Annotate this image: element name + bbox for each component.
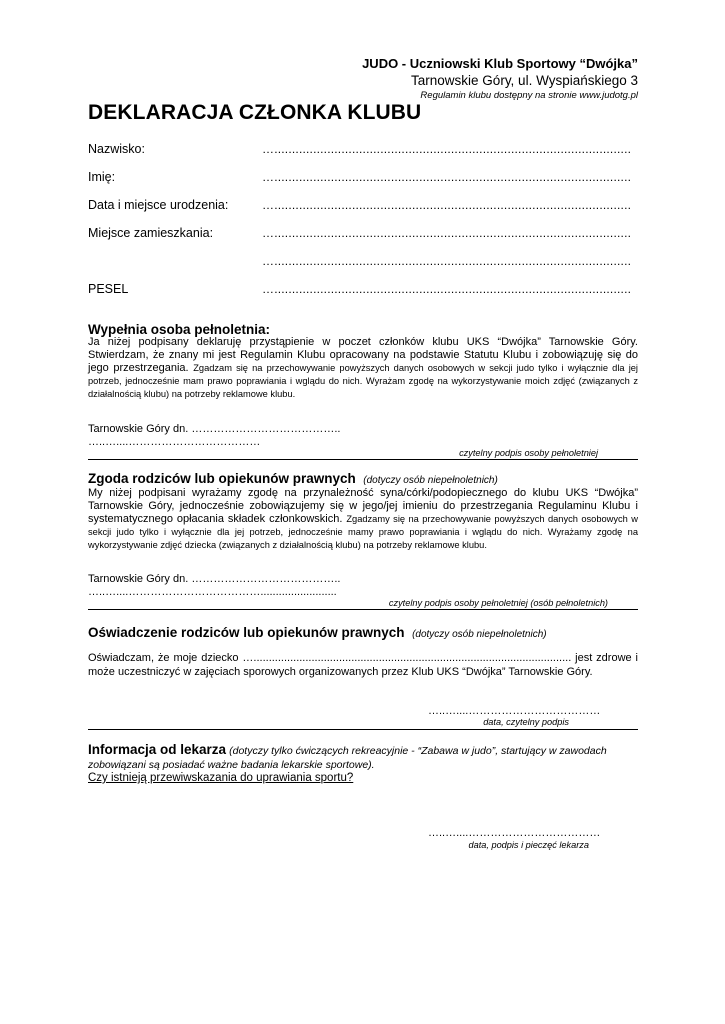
- club-name: JUDO - Uczniowski Klub Sportowy “Dwójka”: [362, 56, 638, 71]
- club-address: Tarnowskie Góry, ul. Wyspiańskiego 3: [411, 73, 638, 88]
- parents-statement-note: (dotyczy osób niepełnoletnich): [412, 629, 547, 640]
- pesel-label: PESEL: [88, 282, 129, 296]
- parents-consent-text: [88, 487, 638, 552]
- parents-statement-title: Oświadczenie rodziców lub opiekunów prawnych: [88, 625, 405, 640]
- surname-field[interactable]: ….....................................................................................................: [262, 142, 632, 156]
- residence-label: Miejsce zamieszkania:: [88, 226, 214, 240]
- statement-signature-line[interactable]: …..…....………………………………: [428, 705, 601, 717]
- section-divider: [88, 609, 638, 610]
- residence-field[interactable]: ….....................................................................................................: [262, 226, 632, 240]
- doctor-signature-line[interactable]: …..…....………………………………: [428, 827, 601, 839]
- doctor-heading-note: (dotyczy tylko ćwiczących rekreacyjnie - “Zabawa w judo”, startujący w zawodach zobowiązani są posiadać ważne badania lekarskie sportowe).: [88, 745, 607, 771]
- section-divider: [88, 459, 638, 460]
- parents-consent-main: My niżej podpisani wyrażamy zgodę na przynależność syna/córki/podopiecznego do klubu UKS “Dwójka” Tarnowskie Góry, jednocześnie zobowiązujemy się w jego/jej imieniu do przestrzegania Regulaminu Klubu i systematycznego opłacania składek członkowskich.: [88, 487, 638, 525]
- parents-statement-heading: [88, 625, 547, 640]
- parents-consent-title: Zgoda rodziców lub opiekunów prawnych: [88, 471, 356, 486]
- adult-declaration-text: [88, 336, 638, 401]
- doctor-heading-title: Informacja od lekarza: [88, 742, 227, 757]
- first-name-label: Imię:: [88, 170, 116, 184]
- parents-consent-heading: [88, 471, 498, 486]
- adult-place-date[interactable]: Tarnowskie Góry dn. …………………………………..: [88, 423, 341, 435]
- parents-place-date[interactable]: Tarnowskie Góry dn. …………………………………..: [88, 573, 341, 585]
- statement-signature-caption: data, czytelny podpis: [483, 717, 569, 727]
- parents-signature-line[interactable]: …..…....……………………………….........................: [88, 586, 337, 598]
- residence-field-line-2[interactable]: ….....................................................................................................: [262, 254, 632, 268]
- parents-consent-data: Zgadzamy się na przechowywanie powyższych danych osobowych w sekcji judo tylko i wyłącznie dla jej potrzeb, jednocześnie mamy prawo poprawiania i wglądu do nich. Wyrażamy zgodę na wykorzystywanie zdjęć dziecka (związanych z działalnością klubu) na potrzeby reklamowe klubu.: [88, 514, 638, 550]
- birth-date-place-field[interactable]: ….....................................................................................................: [262, 198, 632, 212]
- contraindications-question: Czy istnieją przewiwskazania do uprawiania sportu?: [88, 772, 354, 784]
- health-statement-text: Oświadczam, że moje dziecko …........................................................................................................ jest zdrowe i może uczestniczyć w zajęciach sporowych organizowanych przez Klub UKS “Dwójka” Tarnowskie Góry.: [88, 652, 638, 678]
- doctor-section-heading: [88, 743, 638, 772]
- parents-consent-note: (dotyczy osób niepełnoletnich): [363, 475, 498, 486]
- parents-signature-caption: czytelny podpis osoby pełnoletniej (osób pełnoletnich): [388, 598, 608, 608]
- regulations-note: Regulamin klubu dostępny na stronie www.judotg.pl: [420, 90, 638, 101]
- section-divider: [88, 729, 638, 730]
- doctor-signature-caption: data, podpis i pieczęć lekarza: [468, 840, 589, 850]
- pesel-field[interactable]: ….....................................................................................................: [262, 282, 632, 296]
- adult-declaration-main: Ja niżej podpisany deklaruję przystąpienie w poczet członków klubu UKS “Dwójka” Tarnowskie Góry. Stwierdzam, że znany mi jest Regulamin Klubu opracowany na podstawie Statutu Klubu i zobowiązuję się do jego przestrzegania.: [88, 336, 638, 374]
- birth-date-place-label: Data i miejsce urodzenia:: [88, 198, 229, 212]
- adult-declaration-consent: Zgadzam się na przechowywanie powyższych danych osobowych w sekcji judo tylko i wyłącznie dla jej potrzeb, jednocześnie mam prawo poprawiania i wglądu do nich. Wyrażam zgodę na wykorzystywanie moich zdjęć (związanych z działalnością klubu) na potrzeby reklamowe klubu.: [88, 363, 638, 399]
- adult-signature-caption: czytelny podpis osoby pełnoletniej: [459, 448, 598, 458]
- adult-signature-line[interactable]: …..…....………………………………: [88, 436, 261, 448]
- page-title: DEKLARACJA CZŁONKA KLUBU: [88, 101, 422, 124]
- surname-label: Nazwisko:: [88, 142, 145, 156]
- adult-section-heading: Wypełnia osoba pełnoletnia:: [88, 322, 271, 337]
- first-name-field[interactable]: ….....................................................................................................: [262, 170, 632, 184]
